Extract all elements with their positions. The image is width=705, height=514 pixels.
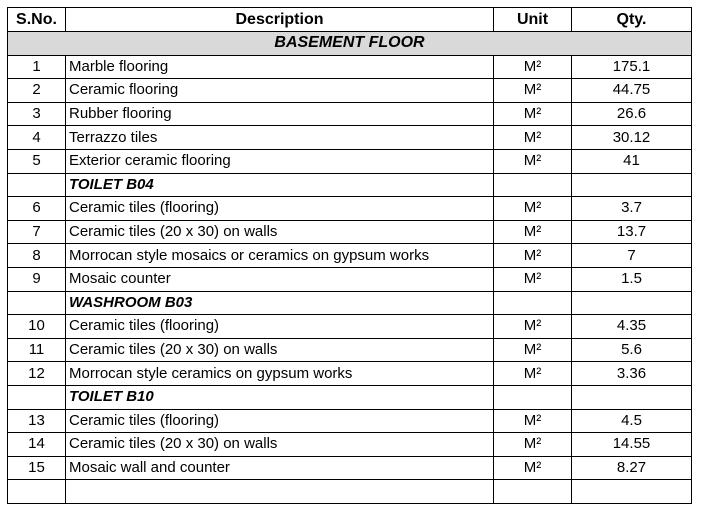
table-row bbox=[8, 197, 692, 221]
table-row bbox=[8, 126, 692, 150]
unit-cell: M² bbox=[494, 197, 572, 221]
description-cell: Mosaic counter bbox=[66, 267, 494, 291]
sno-cell: 13 bbox=[8, 409, 66, 433]
description-cell: Ceramic tiles (flooring) bbox=[66, 197, 494, 221]
qty-cell: 30.12 bbox=[572, 126, 692, 150]
subheading-text: TOILET B10 bbox=[66, 385, 494, 409]
empty-cell bbox=[494, 480, 572, 504]
subheading-text: TOILET B04 bbox=[66, 173, 494, 197]
description-cell: Terrazzo tiles bbox=[66, 126, 494, 150]
qty-cell: 13.7 bbox=[572, 220, 692, 244]
header-row bbox=[8, 8, 692, 32]
subheading-row bbox=[8, 291, 692, 315]
qty-cell: 175.1 bbox=[572, 55, 692, 79]
sno-cell: 9 bbox=[8, 267, 66, 291]
header-qty: Qty. bbox=[572, 8, 692, 32]
qty-cell: 4.5 bbox=[572, 409, 692, 433]
unit-cell: M² bbox=[494, 315, 572, 339]
table-row bbox=[8, 315, 692, 339]
qty-cell: 3.36 bbox=[572, 362, 692, 386]
qty-cell: 44.75 bbox=[572, 79, 692, 103]
sno-cell: 10 bbox=[8, 315, 66, 339]
description-cell: Ceramic tiles (20 x 30) on walls bbox=[66, 433, 494, 457]
qty-cell: 14.55 bbox=[572, 433, 692, 457]
unit-cell: M² bbox=[494, 338, 572, 362]
unit-cell: M² bbox=[494, 220, 572, 244]
unit-cell bbox=[494, 291, 572, 315]
unit-cell: M² bbox=[494, 409, 572, 433]
description-cell: Mosaic wall and counter bbox=[66, 456, 494, 480]
unit-cell bbox=[494, 173, 572, 197]
description-cell: Ceramic flooring bbox=[66, 79, 494, 103]
unit-cell: M² bbox=[494, 102, 572, 126]
qty-cell bbox=[572, 385, 692, 409]
description-cell: Morrocan style ceramics on gypsum works bbox=[66, 362, 494, 386]
qty-cell: 5.6 bbox=[572, 338, 692, 362]
table-row bbox=[8, 102, 692, 126]
unit-cell: M² bbox=[494, 433, 572, 457]
sno-cell: 5 bbox=[8, 149, 66, 173]
empty-cell bbox=[572, 480, 692, 504]
table-row bbox=[8, 79, 692, 103]
sno-cell: 3 bbox=[8, 102, 66, 126]
sno-cell bbox=[8, 173, 66, 197]
description-cell: Exterior ceramic flooring bbox=[66, 149, 494, 173]
qty-cell: 41 bbox=[572, 149, 692, 173]
table-row bbox=[8, 362, 692, 386]
qty-cell: 26.6 bbox=[572, 102, 692, 126]
description-cell: Ceramic tiles (flooring) bbox=[66, 315, 494, 339]
subheading-text: WASHROOM B03 bbox=[66, 291, 494, 315]
table-row bbox=[8, 433, 692, 457]
empty-cell bbox=[8, 480, 66, 504]
qty-cell: 4.35 bbox=[572, 315, 692, 339]
qty-cell bbox=[572, 291, 692, 315]
sno-cell: 15 bbox=[8, 456, 66, 480]
description-cell: Ceramic tiles (20 x 30) on walls bbox=[66, 338, 494, 362]
bill-of-quantities-table bbox=[7, 7, 692, 504]
table-row bbox=[8, 220, 692, 244]
sno-cell: 12 bbox=[8, 362, 66, 386]
table-row bbox=[8, 267, 692, 291]
unit-cell: M² bbox=[494, 55, 572, 79]
description-cell: Rubber flooring bbox=[66, 102, 494, 126]
sno-cell: 7 bbox=[8, 220, 66, 244]
sno-cell: 11 bbox=[8, 338, 66, 362]
sno-cell bbox=[8, 385, 66, 409]
subheading-row bbox=[8, 385, 692, 409]
sno-cell: 1 bbox=[8, 55, 66, 79]
header-description: Description bbox=[66, 8, 494, 32]
section-row bbox=[8, 32, 692, 56]
qty-cell: 3.7 bbox=[572, 197, 692, 221]
empty-cell bbox=[66, 480, 494, 504]
table-row bbox=[8, 409, 692, 433]
qty-cell: 8.27 bbox=[572, 456, 692, 480]
table-body bbox=[8, 32, 692, 504]
empty-row bbox=[8, 480, 692, 504]
unit-cell: M² bbox=[494, 149, 572, 173]
unit-cell bbox=[494, 385, 572, 409]
table-row bbox=[8, 149, 692, 173]
qty-cell bbox=[572, 173, 692, 197]
table-row bbox=[8, 338, 692, 362]
header-unit: Unit bbox=[494, 8, 572, 32]
unit-cell: M² bbox=[494, 456, 572, 480]
description-cell: Ceramic tiles (20 x 30) on walls bbox=[66, 220, 494, 244]
unit-cell: M² bbox=[494, 244, 572, 268]
sno-cell: 4 bbox=[8, 126, 66, 150]
header-sno: S.No. bbox=[8, 8, 66, 32]
table-row bbox=[8, 244, 692, 268]
unit-cell: M² bbox=[494, 362, 572, 386]
section-title: BASEMENT FLOOR bbox=[8, 32, 692, 56]
qty-cell: 1.5 bbox=[572, 267, 692, 291]
sno-cell: 6 bbox=[8, 197, 66, 221]
sno-cell: 8 bbox=[8, 244, 66, 268]
subheading-row bbox=[8, 173, 692, 197]
qty-cell: 7 bbox=[572, 244, 692, 268]
table-row bbox=[8, 55, 692, 79]
unit-cell: M² bbox=[494, 267, 572, 291]
sno-cell: 14 bbox=[8, 433, 66, 457]
unit-cell: M² bbox=[494, 79, 572, 103]
description-cell: Ceramic tiles (flooring) bbox=[66, 409, 494, 433]
table-row bbox=[8, 456, 692, 480]
sno-cell: 2 bbox=[8, 79, 66, 103]
description-cell: Morrocan style mosaics or ceramics on gypsum works bbox=[66, 244, 494, 268]
description-cell: Marble flooring bbox=[66, 55, 494, 79]
sno-cell bbox=[8, 291, 66, 315]
unit-cell: M² bbox=[494, 126, 572, 150]
